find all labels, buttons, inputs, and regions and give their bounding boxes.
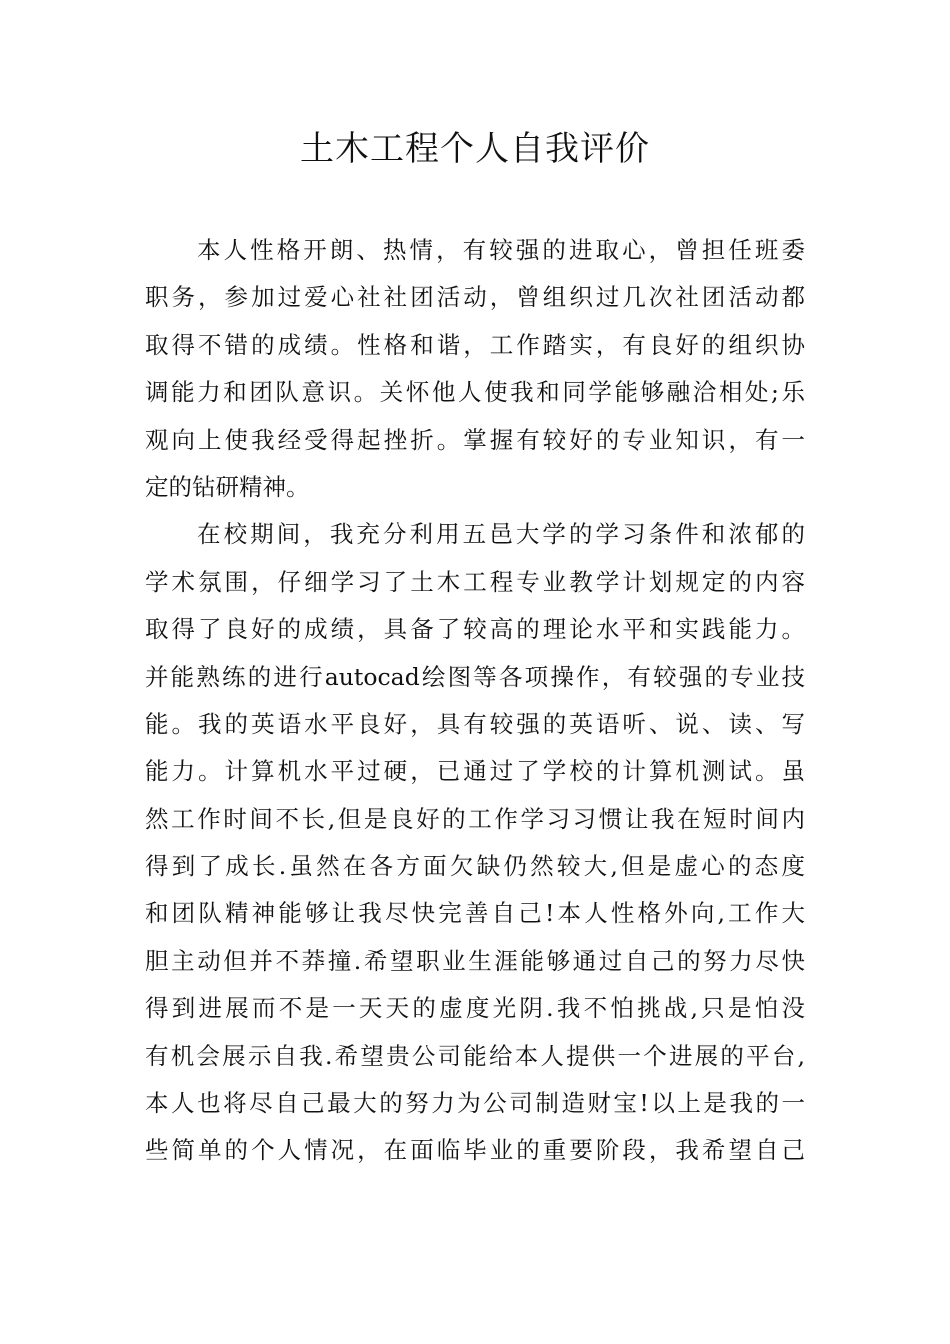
paragraph-2-line-9: 和团队精神能够让我尽快完善自己!本人性格外向,工作大 bbox=[145, 899, 805, 928]
paragraph-2-line-12: 有机会展示自我.希望贵公司能给本人提供一个进展的平台, bbox=[145, 1041, 805, 1070]
paragraph-2-line-13: 本人也将尽自己最大的努力为公司制造财宝!以上是我的一 bbox=[145, 1089, 805, 1118]
paragraph-2-line-6: 能力。计算机水平过硬，已通过了学校的计算机测试。虽 bbox=[145, 757, 805, 786]
document-title: 土木工程个人自我评价 bbox=[300, 129, 650, 169]
paragraph-2-line-3: 取得了良好的成绩，具备了较高的理论水平和实践能力。 bbox=[145, 615, 805, 644]
paragraph-2-line-1: 在校期间，我充分利用五邑大学的学习条件和浓郁的 bbox=[197, 520, 805, 549]
document-body bbox=[145, 227, 805, 1175]
paragraph-2-line-11: 得到进展而不是一天天的虚度光阴.我不怕挑战,只是怕没 bbox=[145, 994, 805, 1023]
paragraph-2-line-7: 然工作时间不长,但是良好的工作学习习惯让我在短时间内 bbox=[145, 804, 805, 833]
paragraph-2-line-2: 学术氛围，仔细学习了土木工程专业教学计划规定的内容 bbox=[145, 567, 805, 596]
paragraph-1-line-1: 本人性格开朗、热情，有较强的进取心，曾担任班委 bbox=[197, 236, 805, 264]
paragraph-1-line-3: 取得不错的成绩。性格和谐，工作踏实，有良好的组织协 bbox=[145, 330, 805, 359]
paragraph-2-line-8: 得到了成长.虽然在各方面欠缺仍然较大,但是虚心的态度 bbox=[145, 852, 805, 881]
paragraph-2-line-4: 并能熟练的进行autocad绘图等各项操作，有较强的专业技 bbox=[145, 662, 805, 691]
paragraph-2-line-14: 些简单的个人情况，在面临毕业的重要阶段，我希望自己 bbox=[145, 1136, 805, 1165]
paragraph-1-line-2: 职务，参加过爱心社社团活动，曾组织过几次社团活动都 bbox=[145, 283, 805, 312]
paragraph-1-line-6: 定的钻研精神。 bbox=[145, 472, 310, 501]
paragraph-2-line-5: 能。我的英语水平良好，具有较强的英语听、说、读、写 bbox=[145, 709, 805, 738]
paragraph-2-line-10: 胆主动但并不莽撞.希望职业生涯能够通过自己的努力尽快 bbox=[145, 946, 805, 975]
paragraph-1-line-4: 调能力和团队意识。关怀他人使我和同学能够融洽相处;乐 bbox=[145, 378, 805, 407]
paragraph-1-line-5: 观向上使我经受得起挫折。掌握有较好的专业知识，有一 bbox=[145, 425, 805, 454]
